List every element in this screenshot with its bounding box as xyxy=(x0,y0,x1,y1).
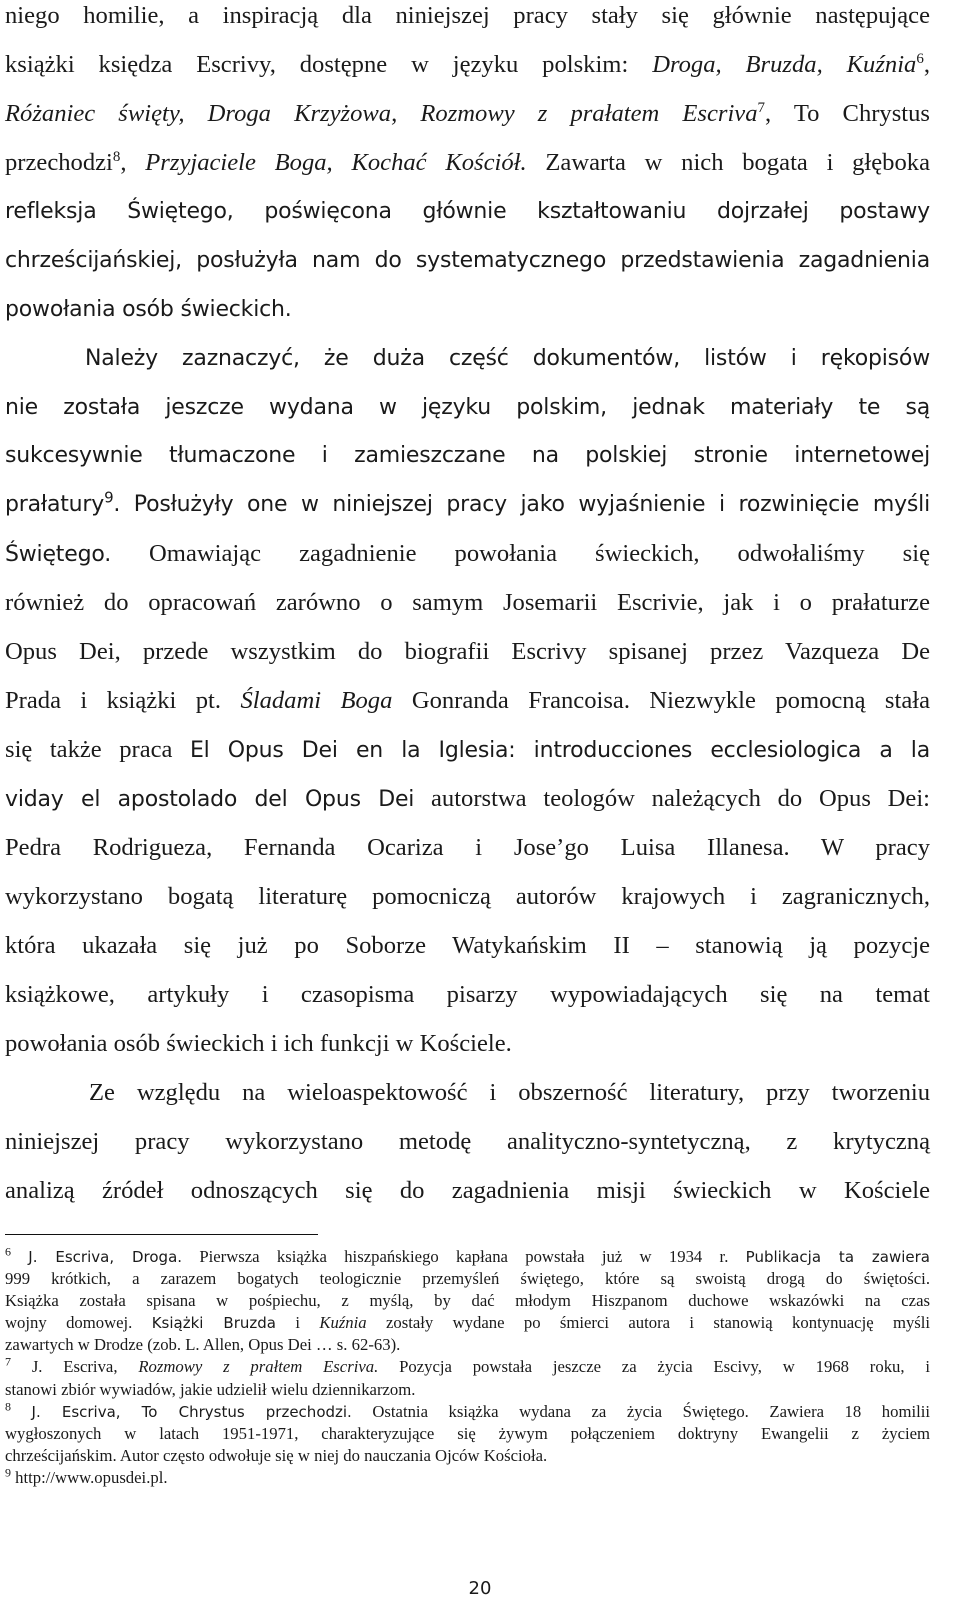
text-line: książkowe, artykuły i czasopisma pisarzy wypowiadających się na temat xyxy=(5,980,930,1008)
footnote-line: $^7$ J. Escriva, Rozmowy z prałtem Escriva. Pozycja powstała jeszcze za życia Escivy, w 1968 roku, i xyxy=(5,1354,930,1377)
body-text xyxy=(5,0,930,1215)
text-line: Pedra Rodrigueza, Fernanda Ocariza i Jose’go Luisa Illanesa. W pracy xyxy=(5,833,930,861)
text-line: się także praca El Opus Dei en la Iglesia: introducciones ecclesiologica a la xyxy=(5,736,930,764)
text-line: przechodzi$^8$, Przyjaciele Boga, Kochać Kościół. Zawarta w nich bogata i głęboka xyxy=(5,148,930,176)
footnote-line: wygłoszonych w latach 1951-1971, charakteryzujące się żywym połączeniem doktryny Ewangelii z życiem xyxy=(5,1423,930,1443)
footnote-ref: 8 xyxy=(112,148,121,165)
footnote-ref: 7 xyxy=(757,99,765,116)
title-ref: Droga, Bruzda, Kuźnia xyxy=(652,50,917,78)
title-ref: Przyjaciele Boga, Kochać Kościół. xyxy=(145,148,527,176)
title-ref: Śladami Boga xyxy=(240,687,393,715)
text-line: analizą źródeł odnoszących się do zagadnienia misji świeckich w Kościele xyxy=(5,1176,930,1204)
text-line: refleksja Świętego, poświęcona głównie kształtowaniu dojrzałej postawy xyxy=(5,198,930,224)
footnote-line: stanowi zbiór wywiadów, jakie udzielił wielu dziennikarzom. xyxy=(5,1379,416,1399)
text-line: Świętego. Omawiając zagadnienie powołania świeckich, odwołaliśmy się xyxy=(5,540,930,568)
footnote-ref: 9 xyxy=(104,489,114,508)
text-line: powołania osób świeckich. xyxy=(5,296,292,322)
text-line: która ukazała się już po Soborze Watykańskim II – stanowią ją pozycje xyxy=(5,931,930,959)
text-line: niniejszej pracy wykorzystano metodę analityczno-syntetyczną, z krytyczną xyxy=(5,1127,930,1155)
text-line: Prada i książki pt. Śladami Boga Gonranda Francoisa. Niezwykle pomocną stała xyxy=(5,687,930,715)
footnote-line: $^6$ J. Escriva, Droga. Pierwsza książka hiszpańskiego kapłana powstała już w 1934 r. Publikacja ta zawiera xyxy=(5,1244,930,1266)
text-line: książki księdza Escrivy, dostępne w języku polskim: Droga, Bruzda, Kuźnia$^6$, xyxy=(5,50,930,78)
text-line: Opus Dei, przede wszystkim do biografii Escrivy spisanej przez Vazqueza De xyxy=(5,638,930,666)
page-number: 20 xyxy=(468,1578,492,1599)
text-line: Różaniec święty, Droga Krzyżowa, Rozmowy z prałatem Escriva$^7$, To Chrystus xyxy=(5,99,930,127)
text-line: powołania osób świeckich i ich funkcji w Kościele. xyxy=(5,1029,512,1057)
footnote-line: wojny domowej. Książki Bruzda i Kuźnia zostały wydane po śmierci autora i stanowią kontynuację myśli xyxy=(5,1313,931,1333)
text-line: viday el apostolado del Opus Dei autorstwa teologów należących do Opus Dei: xyxy=(5,785,930,812)
footnote-line: Książka została spisana w pośpiechu, z myślą, by dać młodym Hiszpanom duchowe wskazówki na czas xyxy=(5,1291,930,1311)
footnote-line: $^9$ http://www.opusdei.pl. xyxy=(5,1465,168,1487)
text-line: niego homilie, a inspiracją dla niniejszej pracy stały się głównie następujące xyxy=(5,2,930,29)
text-line: nie została jeszcze wydana w języku polskim, jednak materiały te są xyxy=(5,394,930,420)
footnote-ref: 6 xyxy=(916,50,924,67)
footnote-line: chrześcijańskim. Autor często odwołuje się w niej do nauczania Ojców Kościoła. xyxy=(5,1445,548,1465)
footnotes xyxy=(5,1246,930,1489)
text-line: prałatury$^9$. Posłużyły one w niniejszej pracy jako wyjaśnienie i rozwinięcie myśli xyxy=(5,489,930,518)
footnote-line: zawartych w Drodze (zob. L. Allen, Opus Dei … s. 62-63). xyxy=(5,1335,401,1355)
paragraph-start: Ze względu na wieloaspektowość i obszerność literatury, przy tworzeniu xyxy=(89,1078,930,1106)
text-line: również do opracowań zarówno o samym Josemarii Escrivie, jak i o prałaturze xyxy=(5,589,930,617)
footnote-separator xyxy=(5,1234,318,1235)
text-line: sukcesywnie tłumaczone i zamieszczane na polskiej stronie internetowej xyxy=(5,443,930,469)
footnote-line: 999 krótkich, a zarazem bogatych teologicznie przemyśleń świętego, które są swoistą drogą do świętości. xyxy=(5,1269,930,1289)
title-ref: Różaniec święty, Droga Krzyżowa, Rozmowy z prałatem Escriva xyxy=(5,99,758,127)
paragraph-start: Należy zaznaczyć, że duża część dokumentów, listów i rękopisów xyxy=(85,345,930,371)
text-line: wykorzystano bogatą literaturę pomocniczą autorów krajowych i zagranicznych, xyxy=(5,882,930,910)
footnote-line: $^8$ J. Escriva, To Chrystus przechodzi. Ostatnia książka wydana za życia Świętego. Zawiera 18 homilii xyxy=(5,1399,930,1421)
text-line: chrześcijańskiej, posłużyła nam do systematycznego przedstawienia zagadnienia xyxy=(5,247,930,273)
